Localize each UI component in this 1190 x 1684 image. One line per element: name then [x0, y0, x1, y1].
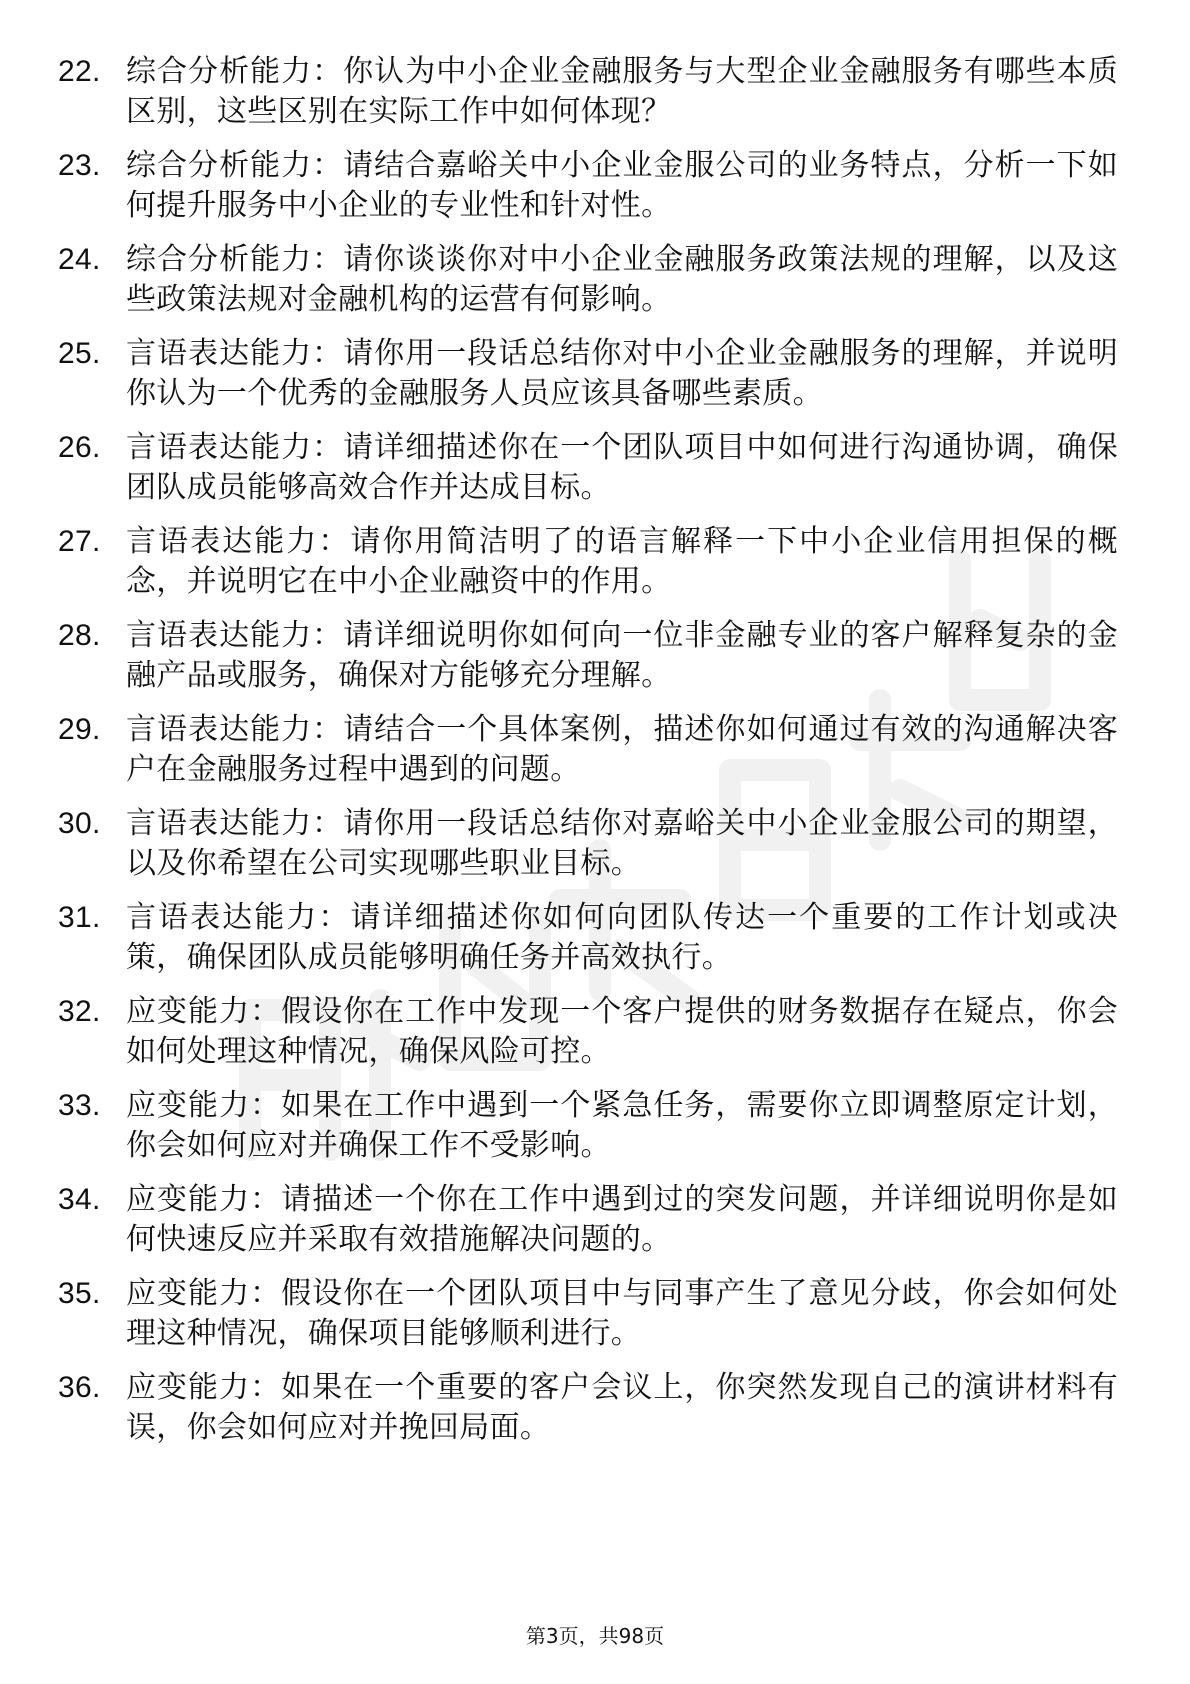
- question-text: 言语表达能力：请你用一段话总结你对嘉峪关中小企业金服公司的期望，以及你希望在公司实现哪些职业目标。: [126, 806, 1118, 881]
- question-text: 应变能力：假设你在一个团队项目中与同事产生了意见分歧，你会如何处理这种情况，确保项目能够顺利进行。: [126, 1276, 1118, 1351]
- question-item: [58, 522, 1118, 602]
- question-item: [58, 1274, 1118, 1354]
- question-number: 26.: [58, 431, 101, 464]
- question-number: 24.: [58, 243, 101, 276]
- question-item: [58, 804, 1118, 884]
- question-text: 言语表达能力：请你用一段话总结你对中小企业金融服务的理解，并说明你认为一个优秀的金融服务人员应该具备哪些素质。: [126, 336, 1118, 411]
- question-number: 28.: [58, 619, 101, 652]
- question-text: 言语表达能力：请详细说明你如何向一位非金融专业的客户解释复杂的金融产品或服务，确保对方能够充分理解。: [126, 618, 1118, 693]
- question-number: 29.: [58, 713, 101, 746]
- question-text: 应变能力：如果在一个重要的客户会议上，你突然发现自己的演讲材料有误，你会如何应对并挽回局面。: [126, 1370, 1118, 1445]
- question-item: [58, 334, 1118, 414]
- question-number: 32.: [58, 995, 101, 1028]
- question-number: 22.: [58, 55, 101, 88]
- question-number: 36.: [58, 1371, 101, 1404]
- question-number: 23.: [58, 149, 101, 182]
- question-item: [58, 898, 1118, 978]
- question-item: [58, 710, 1118, 790]
- question-item: [58, 616, 1118, 696]
- question-text: 综合分析能力：请结合嘉峪关中小企业金服公司的业务特点，分析一下如何提升服务中小企业的专业性和针对性。: [126, 148, 1118, 223]
- question-item: [58, 146, 1118, 226]
- question-number: 31.: [58, 901, 101, 934]
- page-number-label: 第3页，共98页: [525, 1624, 665, 1648]
- question-item: [58, 992, 1118, 1072]
- question-item: [58, 1368, 1118, 1448]
- question-number: 25.: [58, 337, 101, 370]
- page-footer: [0, 1622, 1190, 1650]
- question-item: [58, 240, 1118, 320]
- question-text: 应变能力：如果在工作中遇到一个紧急任务，需要你立即调整原定计划，你会如何应对并确保工作不受影响。: [126, 1088, 1118, 1163]
- question-number: 30.: [58, 807, 101, 840]
- question-item: [58, 1180, 1118, 1260]
- question-list: [58, 52, 1118, 1462]
- question-number: 27.: [58, 525, 101, 558]
- question-text: 综合分析能力：你认为中小企业金融服务与大型企业金融服务有哪些本质区别，这些区别在实际工作中如何体现？: [126, 54, 1118, 129]
- question-number: 34.: [58, 1183, 101, 1216]
- question-text: 言语表达能力：请你用简洁明了的语言解释一下中小企业信用担保的概念，并说明它在中小企业融资中的作用。: [126, 524, 1118, 599]
- question-text: 言语表达能力：请详细描述你如何向团队传达一个重要的工作计划或决策，确保团队成员能够明确任务并高效执行。: [126, 900, 1118, 975]
- question-text: 应变能力：请描述一个你在工作中遇到过的突发问题，并详细说明你是如何快速反应并采取有效措施解决问题的。: [126, 1182, 1118, 1257]
- question-text: 言语表达能力：请详细描述你在一个团队项目中如何进行沟通协调，确保团队成员能够高效合作并达成目标。: [126, 430, 1118, 505]
- question-item: [58, 1086, 1118, 1166]
- question-number: 35.: [58, 1277, 101, 1310]
- question-item: [58, 428, 1118, 508]
- question-text: 综合分析能力：请你谈谈你对中小企业金融服务政策法规的理解，以及这些政策法规对金融机构的运营有何影响。: [126, 242, 1118, 317]
- question-number: 33.: [58, 1089, 101, 1122]
- question-item: [58, 52, 1118, 132]
- question-text: 言语表达能力：请结合一个具体案例，描述你如何通过有效的沟通解决客户在金融服务过程中遇到的问题。: [126, 712, 1118, 787]
- question-text: 应变能力：假设你在工作中发现一个客户提供的财务数据存在疑点，你会如何处理这种情况，确保风险可控。: [126, 994, 1118, 1069]
